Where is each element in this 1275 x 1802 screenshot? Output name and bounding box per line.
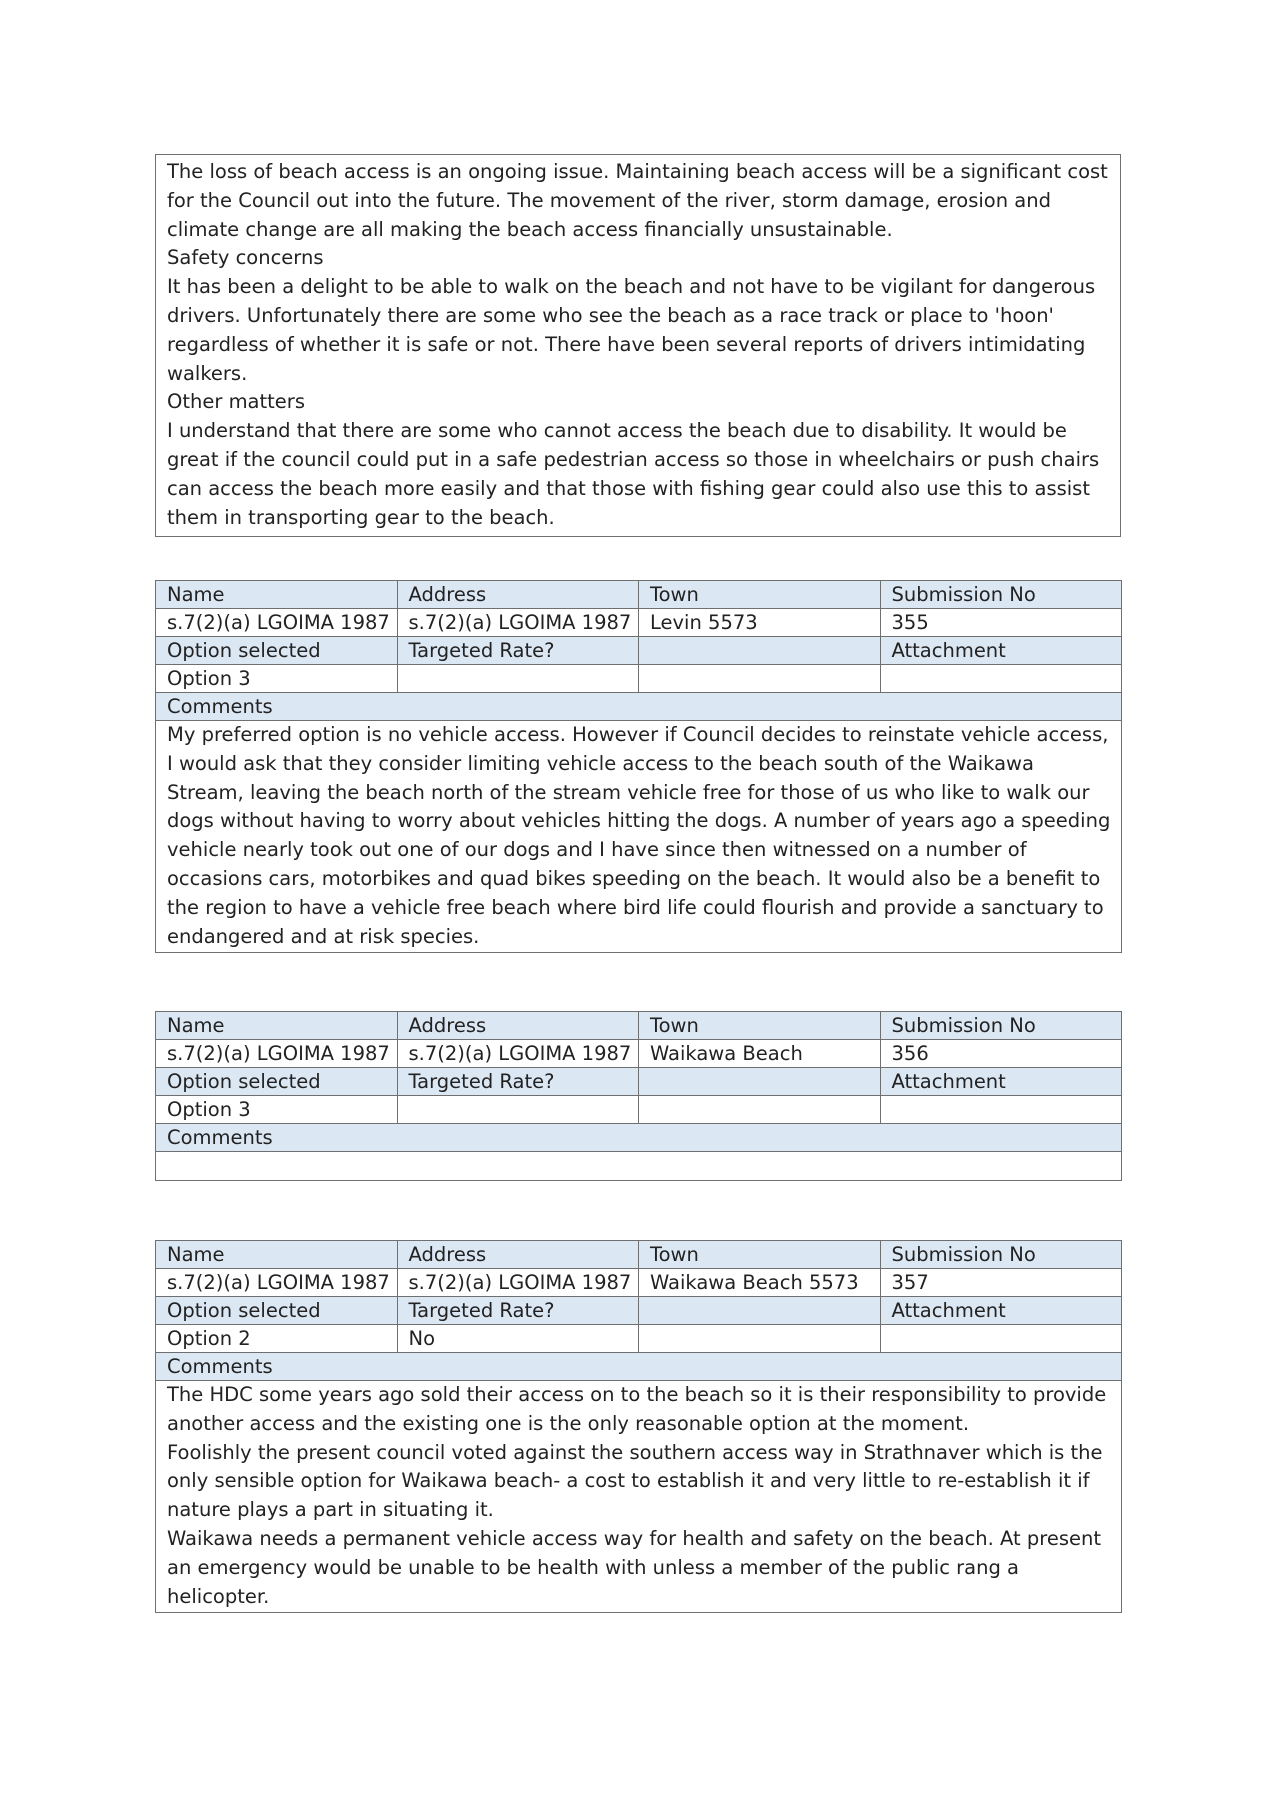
address-value: s.7(2)(a) LGOIMA 1987 xyxy=(397,1269,639,1297)
table-row xyxy=(156,721,1122,953)
table-row xyxy=(156,1040,1122,1068)
submission-no-header: Submission No xyxy=(880,1241,1122,1269)
name-header: Name xyxy=(156,1241,398,1269)
targeted-rate-header: Targeted Rate? xyxy=(397,1068,639,1096)
address-value: s.7(2)(a) LGOIMA 1987 xyxy=(397,609,639,637)
comments-header: Comments xyxy=(156,693,1122,721)
comments-header: Comments xyxy=(156,1124,1122,1152)
comments-body xyxy=(156,721,1122,953)
comment-paragraph: I understand that there are some who cannot access the beach due to disability. It would be great if the council could put in a safe pedestrian access so those in wheelchairs or push chairs can access the beach more easily and that those with fishing gear could also use this to assist them in transporting gear to the beach. xyxy=(167,419,1100,529)
table-row xyxy=(156,609,1122,637)
table-row xyxy=(156,1096,1122,1124)
submission-table-357 xyxy=(155,1240,1122,1613)
name-value: s.7(2)(a) LGOIMA 1987 xyxy=(156,609,398,637)
option-value: Option 2 xyxy=(156,1325,398,1353)
comment-paragraph: It has been a delight to be able to walk on the beach and not have to be vigilant for dangerous drivers. Unfortunately there are some who see the beach as a race track or place to 'hoon' regardless of whether it is safe or not. There have been several reports of drivers intimidating walkers. xyxy=(167,275,1096,385)
comments-header: Comments xyxy=(156,1353,1122,1381)
option-selected-header: Option selected xyxy=(156,637,398,665)
table-row xyxy=(156,1297,1122,1325)
table-row xyxy=(156,637,1122,665)
targeted-rate-value xyxy=(397,665,639,693)
address-header: Address xyxy=(397,581,639,609)
table-row xyxy=(156,1152,1122,1181)
name-header: Name xyxy=(156,1012,398,1040)
town-header: Town xyxy=(639,581,881,609)
targeted-rate-value xyxy=(397,1096,639,1124)
empty-header-cell xyxy=(639,1297,881,1325)
comment-paragraph: Foolishly the present council voted against the southern access way in Strathnaver which is the only sensible option for Waikawa beach- a cost to establish it and very little to re-establish it if nature plays a part in situating it. xyxy=(167,1440,1103,1522)
comments-body-empty xyxy=(156,1152,1122,1181)
table-row xyxy=(156,581,1122,609)
attachment-value xyxy=(880,665,1122,693)
option-selected-header: Option selected xyxy=(156,1297,398,1325)
comments-body xyxy=(156,1381,1122,1613)
address-value: s.7(2)(a) LGOIMA 1987 xyxy=(397,1040,639,1068)
table-row xyxy=(156,1068,1122,1096)
table-row xyxy=(156,1325,1122,1353)
town-header: Town xyxy=(639,1241,881,1269)
empty-header-cell xyxy=(639,637,881,665)
comment-paragraph: The loss of beach access is an ongoing issue. Maintaining beach access will be a significant cost for the Council out into the future. The movement of the river, storm damage, erosion and climate change are all making the beach access financially unsustainable. xyxy=(167,160,1108,241)
empty-cell xyxy=(639,1096,881,1124)
attachment-header: Attachment xyxy=(880,637,1122,665)
option-value: Option 3 xyxy=(156,665,398,693)
table-row xyxy=(156,693,1122,721)
table-row xyxy=(156,1241,1122,1269)
table-row xyxy=(156,665,1122,693)
empty-cell xyxy=(639,1325,881,1353)
submission-no-value: 357 xyxy=(880,1269,1122,1297)
empty-header-cell xyxy=(639,1068,881,1096)
table-row xyxy=(156,1124,1122,1152)
targeted-rate-header: Targeted Rate? xyxy=(397,637,639,665)
town-value: Waikawa Beach 5573 xyxy=(639,1269,881,1297)
option-selected-header: Option selected xyxy=(156,1068,398,1096)
submission-no-value: 356 xyxy=(880,1040,1122,1068)
submission-no-value: 355 xyxy=(880,609,1122,637)
comment-paragraph: The HDC some years ago sold their access on to the beach so it is their responsibility to provide another access and the existing one is the only reasonable option at the moment. xyxy=(167,1383,1107,1435)
submission-table-355 xyxy=(155,580,1122,953)
address-header: Address xyxy=(397,1241,639,1269)
option-value: Option 3 xyxy=(156,1096,398,1124)
targeted-rate-header: Targeted Rate? xyxy=(397,1297,639,1325)
town-value: Waikawa Beach xyxy=(639,1040,881,1068)
targeted-rate-value: No xyxy=(397,1325,639,1353)
empty-cell xyxy=(639,665,881,693)
comment-paragraph: Waikawa needs a permanent vehicle access way for health and safety on the beach. At present an emergency would be unable to be health with unless a member of the public rang a helicopter. xyxy=(167,1526,1102,1608)
name-header: Name xyxy=(156,581,398,609)
town-header: Town xyxy=(639,1012,881,1040)
table-row xyxy=(156,1269,1122,1297)
previous-submission-comments xyxy=(155,154,1121,537)
attachment-value xyxy=(880,1325,1122,1353)
address-header: Address xyxy=(397,1012,639,1040)
submission-no-header: Submission No xyxy=(880,581,1122,609)
comment-subheading-safety: Safety concerns xyxy=(167,246,324,270)
submission-no-header: Submission No xyxy=(880,1012,1122,1040)
attachment-header: Attachment xyxy=(880,1297,1122,1325)
attachment-value xyxy=(880,1096,1122,1124)
attachment-header: Attachment xyxy=(880,1068,1122,1096)
name-value: s.7(2)(a) LGOIMA 1987 xyxy=(156,1040,398,1068)
town-value: Levin 5573 xyxy=(639,609,881,637)
table-row xyxy=(156,1381,1122,1613)
table-row xyxy=(156,1012,1122,1040)
name-value: s.7(2)(a) LGOIMA 1987 xyxy=(156,1269,398,1297)
table-row xyxy=(156,1353,1122,1381)
comment-subheading-other: Other matters xyxy=(167,390,305,414)
submission-table-356 xyxy=(155,1011,1122,1181)
comment-paragraph: My preferred option is no vehicle access. However if Council decides to reinstate vehicle access, I would ask that they consider limiting vehicle access to the beach south of the Waikawa Stream, leaving the beach north of the stream vehicle free for those of us who like to walk our dogs without having to worry about vehicles hitting the dogs. A number of years ago a speeding vehicle nearly took out one of our dogs and I have since then witnessed on a number of occasions cars, motorbikes and quad bikes speeding on the beach. It would also be a benefit to the region to have a vehicle free beach where bird life could flourish and provide a sanctuary to endangered and at risk species. xyxy=(167,723,1111,948)
